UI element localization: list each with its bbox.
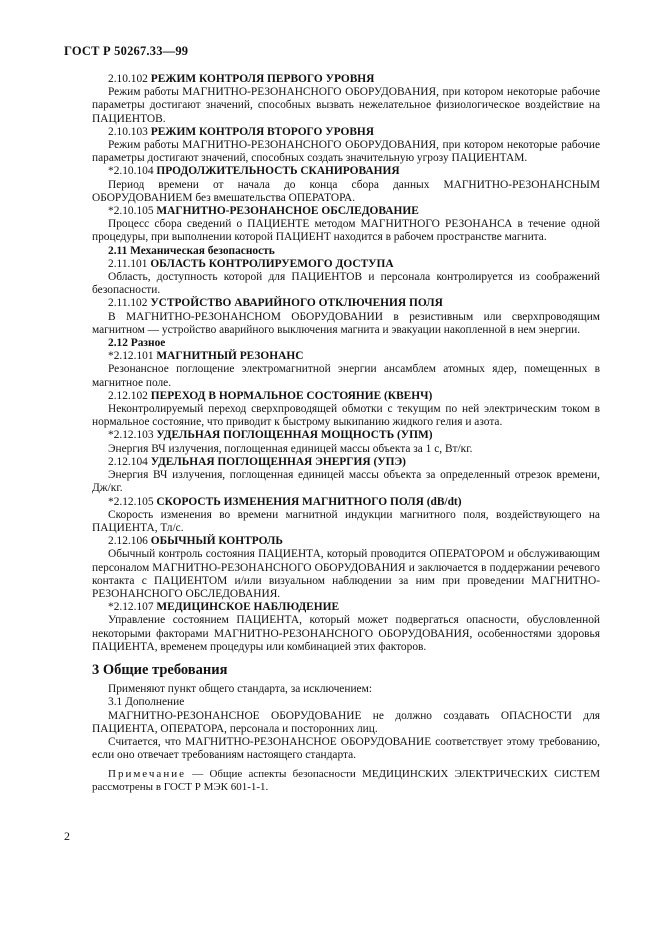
term-title: РЕЖИМ КОНТРОЛЯ ВТОРОГО УРОВНЯ — [150, 125, 375, 138]
term-title: РЕЖИМ КОНТРОЛЯ ПЕРВОГО УРОВНЯ — [150, 73, 375, 85]
paragraph: МАГНИТНО-РЕЗОНАНСНОЕ ОБОРУДОВАНИЕ не должно создавать ОПАСНОСТИ для ПАЦИЕНТА, ОПЕРАТОРА, персонала и посторонних лиц. — [92, 709, 600, 735]
term-number: 2.10.102 — [108, 73, 148, 85]
note-label: Примечание — [108, 768, 186, 781]
term-heading — [92, 350, 600, 363]
term-number: 2.12.102 — [108, 389, 148, 402]
term-heading — [92, 429, 600, 442]
term-definition: Процесс сбора сведений о ПАЦИЕНТЕ методом МАГНИТНОГО РЕЗОНАНСА в течение одной процедуры, при выполнении которой ПАЦИЕНТ находится в рабочем пространстве магнита. — [92, 218, 600, 244]
term-definition: Период времени от начала до конца сбора данных МАГНИТНО-РЕЗОНАНСНЫМ ОБОРУДОВАНИЕМ без вмешательства ОПЕРАТОРА. — [92, 178, 600, 204]
paragraph: Считается, что МАГНИТНО-РЕЗОНАНСНОЕ ОБОРУДОВАНИЕ соответствует этому требованию, если оно отвечает требованиям настоящего стандарта. — [92, 735, 600, 762]
term-definition: Обычный контроль состояния ПАЦИЕНТА, который проводится ОПЕРАТОРОМ и обслуживающим персоналом МАГНИТНО-РЕЗОНАНСНОГО ОБОРУДОВАНИЯ и заключается в поддержании речевого контакта с ПАЦИЕНТОМ и/или визуальном наблюдении за ним при проведении МАГНИТНО-РЕЗОНАНСНОГО ОБСЛЕДОВАНИЯ. — [92, 548, 600, 600]
definitions-list — [92, 73, 600, 654]
term-number: *2.12.105 — [108, 495, 154, 508]
term-title: УДЕЛЬНАЯ ПОГЛОЩЕННАЯ ЭНЕРГИЯ (УПЭ) — [150, 455, 406, 468]
term-heading — [92, 258, 600, 271]
term-title: ПЕРЕХОД В НОРМАЛЬНОЕ СОСТОЯНИЕ (КВЕНЧ) — [150, 389, 433, 402]
term-definition: Область, доступность которой для ПАЦИЕНТОВ и персонала контролируется из соображений безопасности. — [92, 271, 600, 297]
term-heading — [92, 390, 600, 403]
term-number: *2.10.105 — [108, 205, 154, 218]
term-number: *2.10.104 — [108, 165, 154, 178]
term-title: УДЕЛЬНАЯ ПОГЛОЩЕННАЯ МОЩНОСТЬ (УПМ) — [156, 429, 433, 442]
term-heading — [92, 601, 600, 614]
term-title: МАГНИТНЫЙ РЕЗОНАНС — [156, 350, 304, 363]
term-heading — [92, 165, 600, 178]
term-title: УСТРОЙСТВО АВАРИЙНОГО ОТКЛЮЧЕНИЯ ПОЛЯ — [150, 297, 443, 310]
term-title: ПРОДОЛЖИТЕЛЬНОСТЬ СКАНИРОВАНИЯ — [156, 165, 400, 178]
term-number: 2.11.102 — [108, 297, 148, 310]
term-number: *2.12.107 — [108, 601, 154, 614]
term-heading — [92, 535, 600, 548]
term-title: СКОРОСТЬ ИЗМЕНЕНИЯ МАГНИТНОГО ПОЛЯ (dB/dt) — [156, 495, 462, 508]
term-number: 2.11.101 — [108, 257, 148, 270]
term-definition: Скорость изменения во времени магнитной индукции магнитного поля, воздействующего на ПАЦИЕНТА, Тл/с. — [92, 508, 600, 534]
term-number: 2.12.104 — [108, 455, 148, 468]
term-definition: Резонансное поглощение электромагнитной энергии ансамблем атомных ядер, помещенных в магнитное поле. — [92, 363, 600, 389]
term-heading — [92, 205, 600, 218]
section-heading: 3 Общие требования — [92, 661, 228, 678]
subsection-heading: 2.12 Разное — [108, 337, 166, 350]
page-number: 2 — [64, 829, 70, 843]
term-heading — [92, 297, 600, 310]
subsection-heading: 2.11 Механическая безопасность — [108, 244, 275, 257]
term-title: МЕДИЦИНСКОЕ НАБЛЮДЕНИЕ — [156, 601, 340, 614]
running-header: ГОСТ Р 50267.33—99 — [64, 44, 189, 58]
term-definition: Режим работы МАГНИТНО-РЕЗОНАНСНОГО ОБОРУДОВАНИЯ, при котором некоторые рабочие параметры достигают значений, способных вызвать нежелательное физиологическое воздействие на ПАЦИЕНТОВ. — [92, 86, 600, 125]
term-number: 2.10.103 — [108, 125, 148, 138]
term-definition: Энергия ВЧ излучения, поглощенная единицей массы объекта за 1 с, Вт/кг. — [108, 442, 473, 455]
term-definition: Управление состоянием ПАЦИЕНТА, который может подвергаться опасности, обусловленной некоторыми факторами МАГНИТНО-РЕЗОНАНСНОГО ОБОРУДОВАНИЯ, особенностями здоровья ПАЦИЕНТА, временем процедуры или комбинацией этих факторов. — [92, 614, 600, 653]
term-heading — [92, 456, 600, 469]
note — [92, 768, 600, 793]
term-definition: Энергия ВЧ излучения, поглощенная единицей массы объекта за определенный отрезок времени, Дж/кг. — [92, 469, 600, 495]
term-number: 2.12.106 — [108, 535, 148, 548]
term-definition: Неконтролируемый переход сверхпроводящей обмотки с текущим по ней электрическим током в нормальное состояние, что приводит к быстрому выкипанию жидкого гелия и азота. — [92, 403, 600, 429]
term-title: ОБЫЧНЫЙ КОНТРОЛЬ — [150, 535, 283, 548]
note-text: — Общие аспекты безопасности МЕДИЦИНСКИХ ЭЛЕКТРИЧЕСКИХ СИСТЕМ рассмотрены в ГОСТ Р МЭК 601-1-1. — [92, 768, 600, 793]
term-heading — [92, 73, 600, 86]
term-heading — [92, 126, 600, 139]
document-body — [92, 73, 600, 793]
term-heading — [92, 496, 600, 509]
paragraph: 3.1 Дополнение — [108, 696, 185, 709]
term-definition: Режим работы МАГНИТНО-РЕЗОНАНСНОГО ОБОРУДОВАНИЯ, при котором некоторые рабочие параметры достигают значений, способных создать значительную угрозу ПАЦИЕНТАМ. — [92, 139, 600, 165]
paragraph: Применяют пункт общего стандарта, за исключением: — [108, 683, 372, 696]
term-number: *2.12.103 — [108, 429, 154, 442]
term-title: МАГНИТНО-РЕЗОНАНСНОЕ ОБСЛЕДОВАНИЕ — [156, 205, 419, 218]
term-title: ОБЛАСТЬ КОНТРОЛИРУЕМОГО ДОСТУПА — [150, 257, 394, 270]
term-definition: В МАГНИТНО-РЕЗОНАНСНОМ ОБОРУДОВАНИИ в резистивным или сверхпроводящим магнитном — устройство аварийного выключения магнита и эвакуации накопленной в нем энергии. — [92, 310, 600, 336]
term-number: *2.12.101 — [108, 350, 154, 363]
